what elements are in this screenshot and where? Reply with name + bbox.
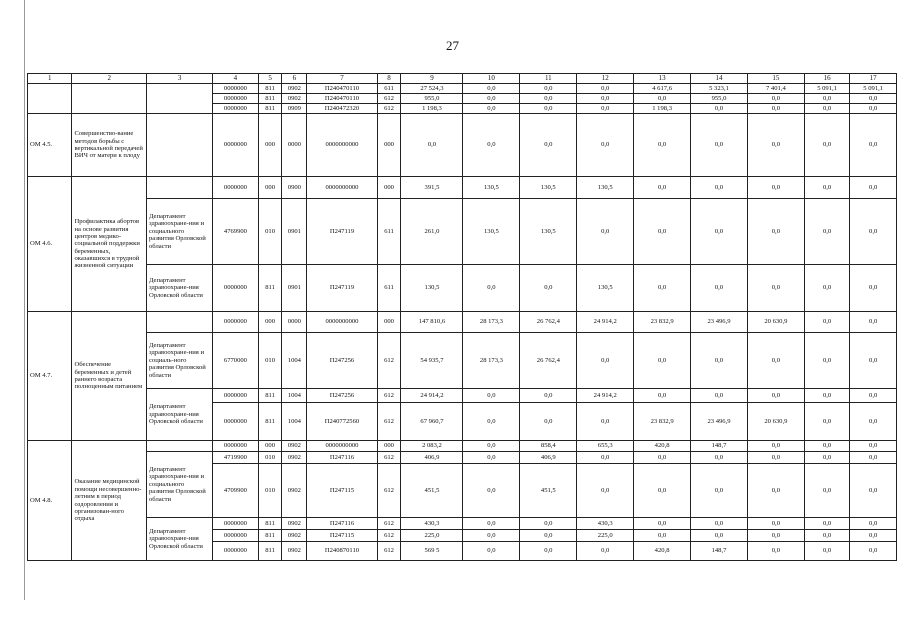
department-name: Департамент здравоохране-ния Орловской области (146, 518, 212, 561)
measure-code: ОМ 4.6. (28, 177, 72, 312)
empty-cell (146, 84, 212, 114)
column-header: 11 (520, 74, 577, 84)
table-cell: П247115 (307, 530, 377, 542)
table-cell: 0,0 (804, 403, 850, 441)
column-header: 9 (401, 74, 463, 84)
table-cell: 23 496,9 (691, 403, 748, 441)
table-cell: 0900 (282, 177, 307, 199)
table-cell: 406,9 (401, 452, 463, 464)
table-cell: 0,0 (577, 464, 634, 518)
table-cell: 0000000 (213, 265, 259, 312)
table-cell: 225,0 (577, 530, 634, 542)
department-name: Департамент здравоохране-ния и социального развития Орловской области (146, 452, 212, 518)
table-cell: 28 173,3 (463, 312, 520, 333)
table-cell: 0,0 (747, 452, 804, 464)
column-header: 6 (282, 74, 307, 84)
table-cell: 0,0 (520, 542, 577, 561)
table-cell: 23 832,9 (634, 403, 691, 441)
measure-name: Совершенство-вание методов борьбы с вертикальной передачей ВИЧ от матери к плоду (72, 114, 146, 177)
table-cell: 811 (258, 94, 282, 104)
table-cell: 010 (258, 333, 282, 389)
table-cell: П247256 (307, 389, 377, 403)
table-cell: 0,0 (804, 199, 850, 265)
column-number-row (28, 74, 897, 84)
table-cell: 0,0 (747, 114, 804, 177)
table-cell: 0,0 (850, 333, 897, 389)
table-cell: 130,5 (520, 199, 577, 265)
table-cell: 0,0 (804, 530, 850, 542)
table-cell: 1004 (282, 333, 307, 389)
table-cell: 0,0 (804, 518, 850, 530)
table-cell: 010 (258, 199, 282, 265)
table-cell: П247119 (307, 199, 377, 265)
table-cell: 0,0 (747, 104, 804, 114)
table-cell: 23 832,9 (634, 312, 691, 333)
table-cell: 612 (377, 403, 401, 441)
table-cell: 0,0 (577, 114, 634, 177)
table-cell: 430,3 (401, 518, 463, 530)
column-header: 7 (307, 74, 377, 84)
table-cell: 000 (258, 114, 282, 177)
table-cell: 0,0 (850, 312, 897, 333)
column-header: 10 (463, 74, 520, 84)
table-cell: 0,0 (520, 530, 577, 542)
table-cell: 24 914,2 (401, 389, 463, 403)
table-cell: 000 (258, 312, 282, 333)
table-cell: 0,0 (577, 199, 634, 265)
table-cell: 0,0 (747, 333, 804, 389)
measure-name: Оказание медицинской помощи несовершенно-летним в период оздоровления и организован-ного отдыха (72, 441, 146, 561)
table-cell: 0,0 (691, 114, 748, 177)
table-row (28, 312, 897, 333)
table-cell: П247116 (307, 452, 377, 464)
table-cell: 0000000 (213, 312, 259, 333)
column-header: 12 (577, 74, 634, 84)
table-cell: 0902 (282, 84, 307, 94)
table-cell: 0,0 (691, 104, 748, 114)
table-cell: 0,0 (804, 104, 850, 114)
table-cell: 0,0 (804, 177, 850, 199)
table-cell: 811 (258, 84, 282, 94)
table-cell: 0,0 (463, 94, 520, 104)
table-cell: 0000000 (213, 403, 259, 441)
table-cell: П240472320 (307, 104, 377, 114)
table-cell: 0,0 (577, 94, 634, 104)
table-cell: 420,8 (634, 441, 691, 452)
department-name: Департамент здравоохране-ния и социаль-ного развития Орловской области (146, 333, 212, 389)
table-row (28, 265, 897, 312)
table-cell: 130,5 (577, 265, 634, 312)
table-cell: 010 (258, 452, 282, 464)
table-cell: 811 (258, 104, 282, 114)
table-cell: 0,0 (747, 199, 804, 265)
table-cell: 5 091,1 (850, 84, 897, 94)
table-row (28, 114, 897, 177)
column-header: 1 (28, 74, 72, 84)
table-cell: 0,0 (691, 530, 748, 542)
table-cell: 000 (258, 441, 282, 452)
table-cell: 569 5 (401, 542, 463, 561)
table-cell: 0000000000 (307, 114, 377, 177)
table-cell: 148,7 (691, 542, 748, 561)
page-number: 27 (446, 38, 459, 53)
table-cell: 4719900 (213, 452, 259, 464)
table-cell: 0901 (282, 199, 307, 265)
table-cell: 0,0 (463, 441, 520, 452)
measure-name: Обеспечение беременных и детей раннего возраста полноценным питанием (72, 312, 146, 441)
table-cell: 0000000 (213, 542, 259, 561)
table-cell: 0,0 (577, 403, 634, 441)
table-row (28, 452, 897, 464)
table-cell: 24 914,2 (577, 312, 634, 333)
table-cell: П240772560 (307, 403, 377, 441)
table-cell: 000 (377, 114, 401, 177)
table-cell: 0,0 (804, 441, 850, 452)
table-cell: 0,0 (401, 114, 463, 177)
table-cell: 611 (377, 84, 401, 94)
table-cell: 0,0 (747, 518, 804, 530)
table-cell: П240470110 (307, 94, 377, 104)
table-cell: 612 (377, 530, 401, 542)
table-cell: 0,0 (463, 114, 520, 177)
column-header: 13 (634, 74, 691, 84)
table-cell: 0,0 (634, 518, 691, 530)
table-cell: 0,0 (804, 389, 850, 403)
column-header: 5 (258, 74, 282, 84)
table-cell: 28 173,3 (463, 333, 520, 389)
table-body (28, 74, 897, 561)
department-name: Департамент здравоохране-ния Орловской области (146, 389, 212, 441)
table-cell: 0,0 (634, 530, 691, 542)
table-cell: 7 401,4 (747, 84, 804, 94)
table-cell: 225,0 (401, 530, 463, 542)
table-cell: 612 (377, 542, 401, 561)
table-cell: 0,0 (850, 530, 897, 542)
table-cell: 612 (377, 452, 401, 464)
table-cell: 0,0 (850, 518, 897, 530)
table-cell: 612 (377, 518, 401, 530)
table-row (28, 333, 897, 389)
table-cell: 26 762,4 (520, 333, 577, 389)
table-cell: 0,0 (691, 464, 748, 518)
table-cell: 0,0 (520, 94, 577, 104)
table-row (28, 389, 897, 403)
table-cell: 4769900 (213, 199, 259, 265)
column-header: 15 (747, 74, 804, 84)
table-cell: 0,0 (804, 312, 850, 333)
table-cell: 0,0 (463, 403, 520, 441)
table-cell: 0,0 (850, 177, 897, 199)
table-cell: 0,0 (850, 265, 897, 312)
column-header: 4 (213, 74, 259, 84)
table-cell: 0,0 (850, 542, 897, 561)
table-cell: 0,0 (850, 403, 897, 441)
table-cell: 0902 (282, 542, 307, 561)
table-cell: 0000000000 (307, 312, 377, 333)
table-cell: 0,0 (634, 265, 691, 312)
table-cell: 0,0 (691, 177, 748, 199)
table-cell: 0,0 (804, 452, 850, 464)
table-row (28, 441, 897, 452)
table-cell: 0000000 (213, 177, 259, 199)
table-cell: 0902 (282, 530, 307, 542)
table-cell: 0,0 (850, 389, 897, 403)
table-cell: 612 (377, 464, 401, 518)
table-cell: 0,0 (463, 530, 520, 542)
table-cell: 0,0 (634, 114, 691, 177)
table-cell: 0,0 (463, 265, 520, 312)
table-cell: 0,0 (634, 199, 691, 265)
table-cell: 0,0 (691, 333, 748, 389)
table-cell: 4709900 (213, 464, 259, 518)
table-cell: 130,5 (520, 177, 577, 199)
measure-name: Профилактика абортов на основе развития центров медико-социальной поддержки беременных, оказавшихся в трудной жизненной ситуации (72, 177, 146, 312)
table-cell: 0,0 (850, 464, 897, 518)
table-cell: 0,0 (577, 333, 634, 389)
table-cell: 0,0 (520, 265, 577, 312)
table-cell: 0,0 (577, 84, 634, 94)
table-cell: 612 (377, 104, 401, 114)
page-edge-line (24, 0, 25, 600)
table-cell: 0,0 (463, 518, 520, 530)
table-cell: 0909 (282, 104, 307, 114)
table-cell: 5 091,1 (804, 84, 850, 94)
table-cell: 54 935,7 (401, 333, 463, 389)
table-cell: 0902 (282, 452, 307, 464)
column-header: 14 (691, 74, 748, 84)
table-cell: 0,0 (520, 104, 577, 114)
table-cell: 612 (377, 94, 401, 104)
table-cell: 0000000 (213, 94, 259, 104)
table-cell: 0000000000 (307, 441, 377, 452)
table-cell: 0,0 (850, 441, 897, 452)
table-cell: 20 630,9 (747, 403, 804, 441)
table-cell: 148,7 (691, 441, 748, 452)
table-cell: 0000000 (213, 441, 259, 452)
table-cell: 0902 (282, 518, 307, 530)
table-cell: 0,0 (747, 542, 804, 561)
department-name: Департамент здравоохране-ния и социального развития Орловской области (146, 199, 212, 265)
table-cell: 24 914,2 (577, 389, 634, 403)
table-cell: 0902 (282, 94, 307, 104)
table-cell: 4 617,6 (634, 84, 691, 94)
table-cell: 0,0 (747, 177, 804, 199)
table-cell: 0,0 (520, 518, 577, 530)
table-cell: 0,0 (747, 389, 804, 403)
table-cell: 612 (377, 389, 401, 403)
table-cell: 0,0 (634, 452, 691, 464)
table-cell: 955,0 (691, 94, 748, 104)
table-cell: 0,0 (691, 199, 748, 265)
table-cell: 261,0 (401, 199, 463, 265)
table-cell: 20 630,9 (747, 312, 804, 333)
table-cell: 0,0 (463, 104, 520, 114)
table-cell: 147 810,6 (401, 312, 463, 333)
table-cell: 0,0 (691, 518, 748, 530)
table-cell: П247115 (307, 464, 377, 518)
table-row (28, 199, 897, 265)
table-cell: 420,8 (634, 542, 691, 561)
table-cell: 0901 (282, 265, 307, 312)
table-cell: 0,0 (577, 542, 634, 561)
table-cell: П240870110 (307, 542, 377, 561)
empty-cell (146, 441, 212, 452)
table-cell: 0,0 (577, 104, 634, 114)
table-cell: 1004 (282, 389, 307, 403)
table-cell: 0,0 (747, 464, 804, 518)
table-cell: 0000000 (213, 518, 259, 530)
table-cell: 811 (258, 265, 282, 312)
table-cell: 0,0 (463, 542, 520, 561)
table-cell: 2 083,2 (401, 441, 463, 452)
table-cell: 0,0 (747, 530, 804, 542)
empty-cell (146, 177, 212, 199)
table-cell: 27 524,3 (401, 84, 463, 94)
table-cell: 858,4 (520, 441, 577, 452)
measure-code: ОМ 4.5. (28, 114, 72, 177)
table-cell: 811 (258, 542, 282, 561)
table-cell: 655,3 (577, 441, 634, 452)
table-cell: 0,0 (634, 333, 691, 389)
table-cell: 0,0 (463, 452, 520, 464)
table-cell: 0,0 (804, 333, 850, 389)
table-cell: 67 960,7 (401, 403, 463, 441)
table-cell: 955,0 (401, 94, 463, 104)
table-cell: 0,0 (634, 464, 691, 518)
table-cell: 1 198,3 (401, 104, 463, 114)
table-cell: 130,5 (463, 199, 520, 265)
table-cell: 0,0 (577, 452, 634, 464)
table-cell: 0,0 (634, 177, 691, 199)
table-cell: 0902 (282, 441, 307, 452)
table-cell: 811 (258, 389, 282, 403)
table-cell: 0000 (282, 114, 307, 177)
table-cell: 0,0 (520, 114, 577, 177)
empty-cell (146, 312, 212, 333)
table-cell: 430,3 (577, 518, 634, 530)
table-cell: 130,5 (577, 177, 634, 199)
table-cell: 0,0 (850, 104, 897, 114)
department-name: Департамент здравоохране-ния Орловской области (146, 265, 212, 312)
table-cell: П247116 (307, 518, 377, 530)
table-cell: 0,0 (804, 94, 850, 104)
measure-code: ОМ 4.7. (28, 312, 72, 441)
budget-table (27, 73, 897, 561)
table-cell: 0000000 (213, 114, 259, 177)
table-cell: 0,0 (747, 265, 804, 312)
table-cell: 0,0 (804, 114, 850, 177)
table-cell: 811 (258, 403, 282, 441)
table-cell: 0000 (282, 312, 307, 333)
table-cell: 0,0 (850, 114, 897, 177)
table-cell: 010 (258, 464, 282, 518)
table-cell: П240470110 (307, 84, 377, 94)
table-cell: 0,0 (520, 403, 577, 441)
column-header: 8 (377, 74, 401, 84)
table-cell: 130,5 (401, 265, 463, 312)
table-cell: 0,0 (747, 94, 804, 104)
measure-code: ОМ 4.8. (28, 441, 72, 561)
table-cell: 0,0 (850, 199, 897, 265)
column-header: 16 (804, 74, 850, 84)
column-header: 2 (72, 74, 146, 84)
table-cell: 0,0 (747, 441, 804, 452)
table-cell: 1004 (282, 403, 307, 441)
table-cell: 0902 (282, 464, 307, 518)
table-cell: 0000000 (213, 389, 259, 403)
table-cell: 811 (258, 518, 282, 530)
table-cell: 406,9 (520, 452, 577, 464)
table-cell: 0,0 (634, 94, 691, 104)
table-cell: 811 (258, 530, 282, 542)
table-cell: 6770000 (213, 333, 259, 389)
table-cell: 1 198,3 (634, 104, 691, 114)
table-cell: 0000000 (213, 104, 259, 114)
table-cell: 0,0 (691, 452, 748, 464)
table-row (28, 518, 897, 530)
table-cell: 0,0 (691, 265, 748, 312)
table-cell: 130,5 (463, 177, 520, 199)
empty-cell (72, 84, 146, 114)
table-cell: 5 323,1 (691, 84, 748, 94)
table-cell: 26 762,4 (520, 312, 577, 333)
empty-cell (28, 84, 72, 114)
table-cell: 0,0 (463, 389, 520, 403)
table-cell: 0,0 (850, 94, 897, 104)
table-cell: 0000000 (213, 530, 259, 542)
column-header: 3 (146, 74, 212, 84)
table-cell: 0,0 (520, 389, 577, 403)
table-cell: 0,0 (691, 389, 748, 403)
table-cell: 0,0 (804, 464, 850, 518)
table-cell: 612 (377, 333, 401, 389)
table-cell: 451,5 (520, 464, 577, 518)
table-cell: 000 (377, 177, 401, 199)
table-cell: 451,5 (401, 464, 463, 518)
table-cell: 0,0 (850, 452, 897, 464)
table-cell: 0,0 (463, 84, 520, 94)
table-cell: 611 (377, 265, 401, 312)
column-header: 17 (850, 74, 897, 84)
table-cell: 0000000 (213, 84, 259, 94)
table-cell: 391,5 (401, 177, 463, 199)
table-cell: 000 (258, 177, 282, 199)
table-cell: 611 (377, 199, 401, 265)
table-cell: 0,0 (463, 464, 520, 518)
table-cell: 23 496,9 (691, 312, 748, 333)
table-cell: П247256 (307, 333, 377, 389)
table-cell: 000 (377, 312, 401, 333)
table-row (28, 177, 897, 199)
table-cell: 0,0 (804, 542, 850, 561)
table-cell: 0,0 (520, 84, 577, 94)
table-row (28, 84, 897, 94)
empty-cell (146, 114, 212, 177)
table-cell: 0,0 (634, 389, 691, 403)
table-cell: 0000000000 (307, 177, 377, 199)
table-cell: 000 (377, 441, 401, 452)
table-cell: П247119 (307, 265, 377, 312)
table-cell: 0,0 (804, 265, 850, 312)
